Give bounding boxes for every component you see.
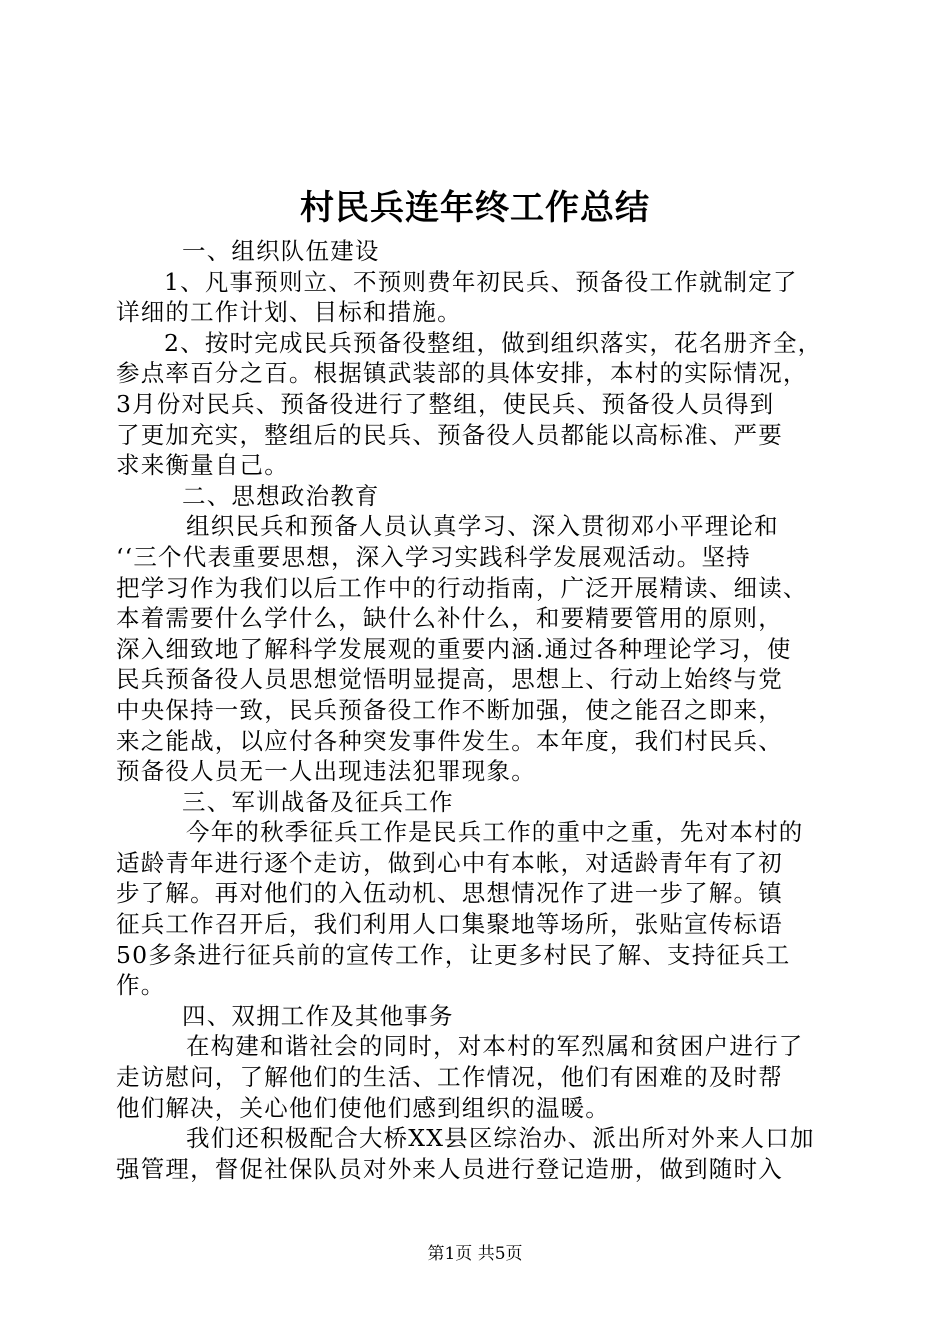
paragraph-line: 求来衡量自己。 [116, 451, 289, 480]
paragraph-line: 参点率百分之百。根据镇武装部的具体安排，本村的实际情况， [116, 359, 808, 388]
paragraph-line: 适龄青年进行逐个走访，做到心中有本帐，对适龄青年有了初 [116, 848, 783, 877]
paragraph-line: 在构建和谐社会的同时，对本村的军烈属和贫困户进行了 [186, 1032, 804, 1061]
section-heading: 三、军训战备及征兵工作 [182, 787, 454, 816]
paragraph-line: 预备役人员无一人出现违法犯罪现象。 [116, 757, 536, 786]
paragraph-line: 征兵工作召开后，我们利用人口集聚地等场所，张贴宣传标语 [116, 910, 783, 939]
document-body [116, 236, 856, 1184]
paragraph-line: 走访慰问，了解他们的生活、工作情况，他们有困难的及时帮 [116, 1063, 783, 1092]
paragraph-line: 他们解决，关心他们使他们感到组织的温暖。 [116, 1093, 610, 1122]
paragraph-line: 来之能战，以应付各种突发事件发生。本年度，我们村民兵、 [116, 726, 783, 755]
paragraph-line: 3月份对民兵、预备役进行了整组，使民兵、预备役人员得到 [116, 389, 775, 418]
section-heading: 四、双拥工作及其他事务 [182, 1001, 454, 1030]
paragraph-line: 1、凡事预则立、不预则费年初民兵、预备役工作就制定了 [164, 267, 798, 296]
paragraph-line: 2、按时完成民兵预备役整组，做到组织落实，花名册齐全， [164, 328, 823, 357]
document-title: 村民兵连年终工作总结 [300, 188, 650, 228]
paragraph-line: 组织民兵和预备人员认真学习、深入贯彻邓小平理论和 [186, 512, 779, 541]
paragraph-line: 中央保持一致，民兵预备役工作不断加强，使之能召之即来， [116, 695, 783, 724]
section-heading: 一、组织队伍建设 [182, 237, 380, 265]
section-heading: 二、思想政治教育 [182, 481, 380, 510]
paragraph-line: 把学习作为我们以后工作中的行动指南，广泛开展精读、细读、 [116, 573, 808, 602]
paragraph-line: 民兵预备役人员思想觉悟明显提高，思想上、行动上始终与党 [116, 665, 783, 694]
page-footer: 第1页 共5页 [427, 1244, 523, 1264]
paragraph-line: 了更加充实，整组后的民兵、预备役人员都能以高标准、严要 [116, 420, 783, 449]
paragraph-line: 今年的秋季征兵工作是民兵工作的重中之重，先对本村的 [186, 818, 804, 847]
paragraph-line: 步了解。再对他们的入伍动机、思想情况作了进一步了解。镇 [116, 879, 783, 908]
paragraph-line: 本着需要什么学什么，缺什么补什么，和要精要管用的原则， [116, 604, 783, 633]
paragraph-line: ‘‘三个代表重要思想，深入学习实践科学发展观活动。坚持 [116, 542, 751, 571]
paragraph-line: 作。 [116, 971, 166, 1000]
paragraph-line: 强管理，督促社保队员对外来人员进行登记造册，做到随时入 [116, 1154, 783, 1183]
paragraph-line: 深入细致地了解科学发展观的重要内涵.通过各种理论学习，使 [116, 634, 792, 663]
paragraph-line: 详细的工作计划、目标和措施。 [116, 298, 462, 327]
paragraph-line: 50多条进行征兵前的宣传工作，让更多村民了解、支持征兵工 [116, 940, 791, 969]
paragraph-line: 我们还积极配合大桥XX县区综治办、派出所对外来人口加 [186, 1124, 815, 1153]
